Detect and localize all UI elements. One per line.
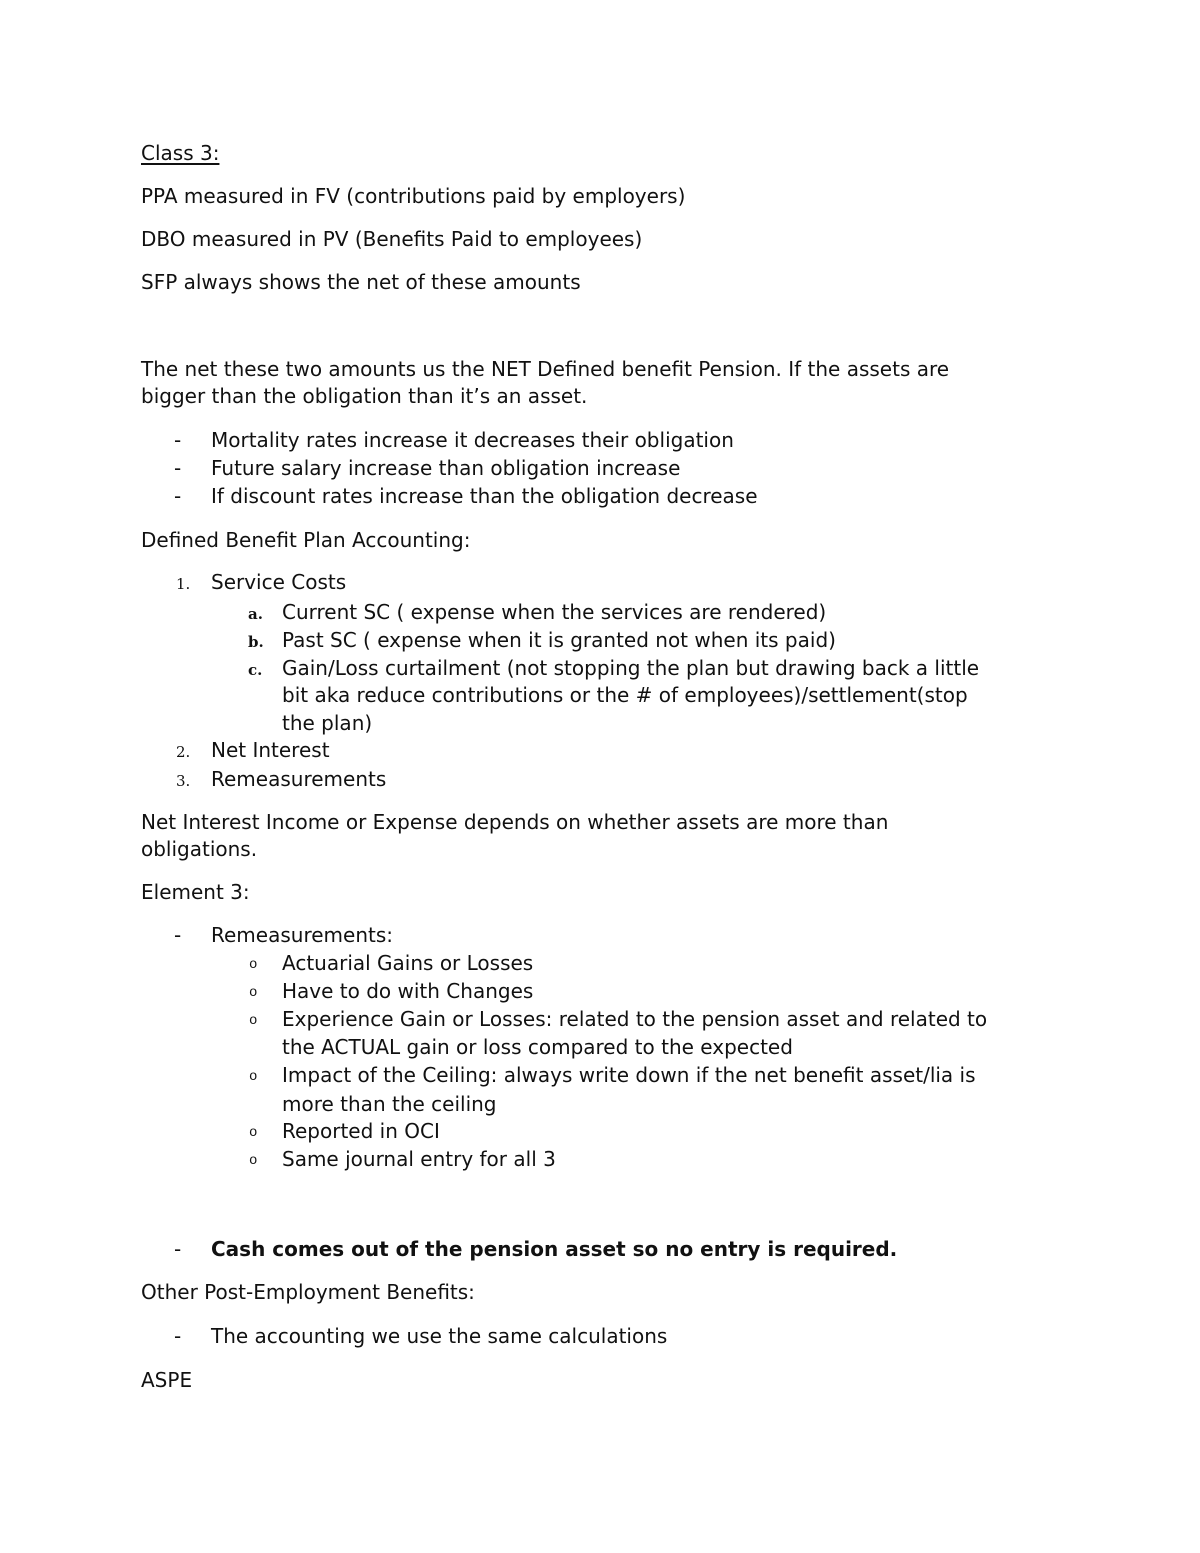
circle-bullet: o — [249, 957, 258, 973]
dbp-item-remeasurements: Remeasurements — [211, 767, 387, 791]
circle-bullet: o — [249, 1125, 258, 1141]
sub-item-gain-loss-line-3: the plan) — [282, 711, 373, 735]
dbp-item-service-costs: Service Costs — [211, 570, 347, 594]
sub-item-gain-loss-line-1: Gain/Loss curtailment (not stopping the plan but drawing back a little — [282, 656, 980, 680]
remeasurement-item-oci: Reported in OCI — [282, 1119, 440, 1143]
cash-note: Cash comes out of the pension asset so no entry is required. — [211, 1237, 898, 1261]
sub-item-gain-loss-line-2: bit aka reduce contributions or the # of employees)/settlement(stop — [282, 683, 968, 707]
dash-bullet: - — [174, 484, 182, 508]
dash-bullet: - — [174, 456, 182, 480]
circle-bullet: o — [249, 985, 258, 1001]
circle-bullet: o — [249, 1153, 258, 1169]
element-heading: Element 3: — [141, 880, 250, 904]
list-letter: b. — [248, 633, 264, 651]
sub-item-past-sc: Past SC ( expense when it is granted not when its paid) — [282, 628, 836, 652]
dash-bullet: - — [174, 1237, 182, 1261]
intro-line-ppa: PPA measured in FV (contributions paid by employers) — [141, 184, 686, 208]
remeasurement-item-changes: Have to do with Changes — [282, 979, 534, 1003]
net-paragraph-line-2: bigger than the obligation than it’s an asset. — [141, 384, 588, 408]
class-heading: Class 3: — [141, 141, 220, 165]
list-letter: c. — [248, 661, 263, 679]
opeb-heading: Other Post-Employment Benefits: — [141, 1280, 475, 1304]
remeasurement-item-ceiling-line-2: more than the ceiling — [282, 1092, 497, 1116]
net-interest-line-1: Net Interest Income or Expense depends on whether assets are more than — [141, 810, 889, 834]
intro-line-dbo: DBO measured in PV (Benefits Paid to employees) — [141, 227, 643, 251]
effect-item: Mortality rates increase it decreases their obligation — [211, 428, 734, 452]
list-letter: a. — [248, 605, 263, 623]
dbp-item-net-interest: Net Interest — [211, 738, 330, 762]
sub-item-current-sc: Current SC ( expense when the services are rendered) — [282, 600, 827, 624]
dash-bullet: - — [174, 428, 182, 452]
list-number: 2. — [176, 743, 191, 761]
remeasurement-item-experience-line-2: the ACTUAL gain or loss compared to the expected — [282, 1035, 793, 1059]
intro-line-sfp: SFP always shows the net of these amounts — [141, 270, 581, 294]
aspe-heading: ASPE — [141, 1368, 193, 1392]
circle-bullet: o — [249, 1013, 258, 1029]
list-number: 3. — [176, 772, 191, 790]
net-interest-line-2: obligations. — [141, 837, 258, 861]
circle-bullet: o — [249, 1069, 258, 1085]
remeasurements-label: Remeasurements: — [211, 923, 393, 947]
remeasurement-item-experience-line-1: Experience Gain or Losses: related to the pension asset and related to — [282, 1007, 988, 1031]
remeasurement-item-actuarial: Actuarial Gains or Losses — [282, 951, 534, 975]
remeasurement-item-journal: Same journal entry for all 3 — [282, 1147, 556, 1171]
dash-bullet: - — [174, 923, 182, 947]
remeasurement-item-ceiling-line-1: Impact of the Ceiling: always write down if the net benefit asset/lia is — [282, 1063, 976, 1087]
net-paragraph-line-1: The net these two amounts us the NET Defined benefit Pension. If the assets are — [141, 357, 950, 381]
effect-item: If discount rates increase than the obligation decrease — [211, 484, 758, 508]
list-number: 1. — [176, 575, 191, 593]
opeb-item: The accounting we use the same calculations — [211, 1324, 668, 1348]
dbp-heading: Defined Benefit Plan Accounting: — [141, 528, 471, 552]
effect-item: Future salary increase than obligation increase — [211, 456, 681, 480]
dash-bullet: - — [174, 1324, 182, 1348]
